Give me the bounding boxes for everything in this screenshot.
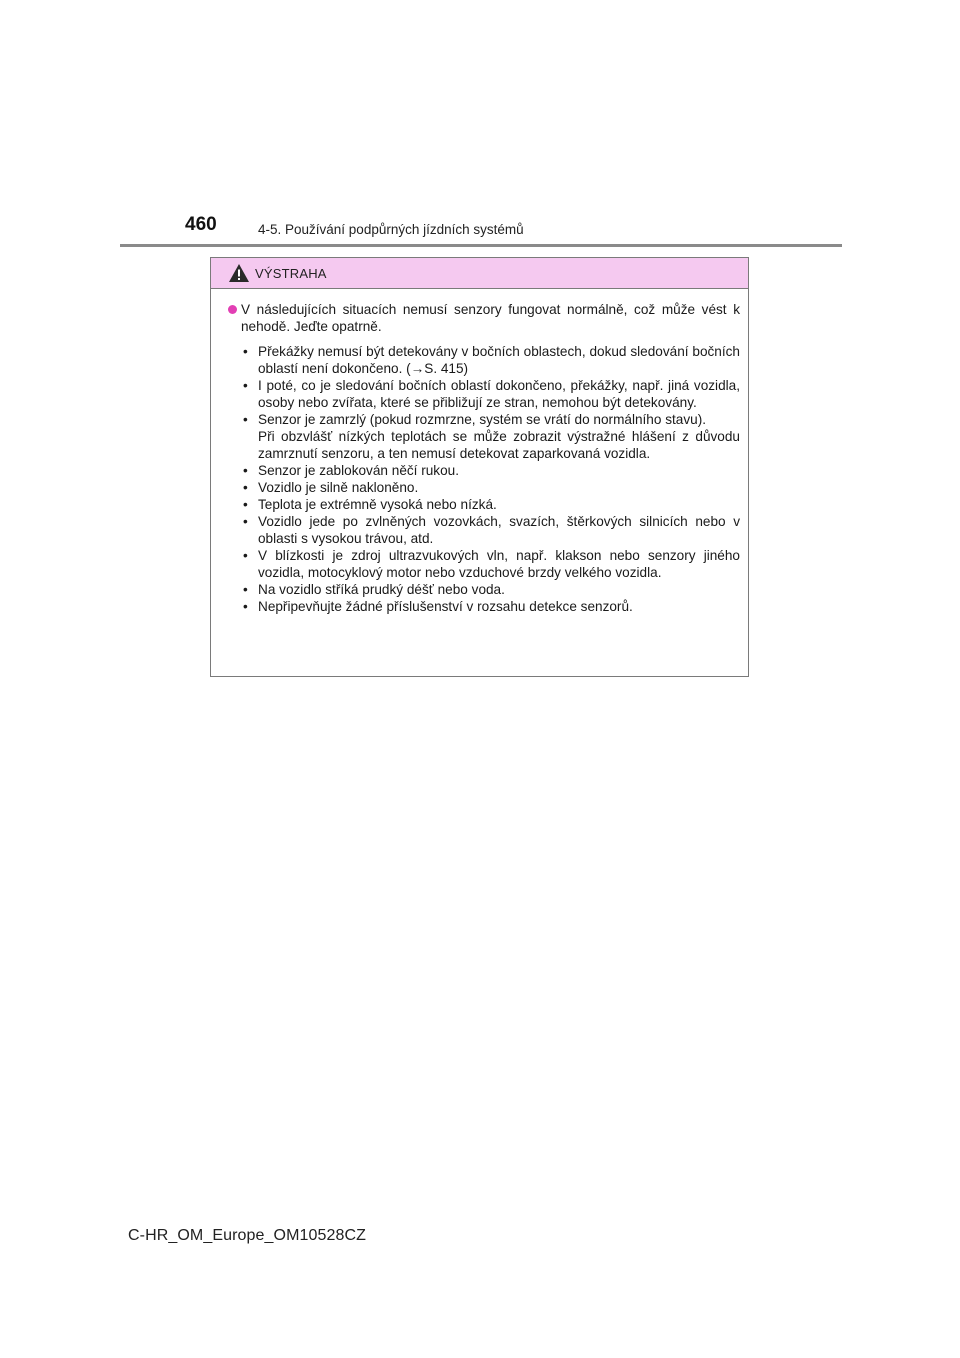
list-item-text: V blízkosti je zdroj ultrazvukových vln, např. klakson nebo senzory jiného vozidla, motocyklový motor nebo vzduchové brzdy velkého vozidla. — [258, 548, 740, 580]
list-item — [241, 547, 740, 581]
list-item — [241, 496, 740, 513]
bullet-dot-icon: • — [243, 497, 248, 512]
warning-label: VÝSTRAHA — [255, 266, 327, 281]
bullet-dot-icon: • — [243, 412, 248, 427]
list-item-text: Senzor je zamrzlý (pokud rozmrzne, systém se vrátí do normálního stavu). — [258, 412, 707, 427]
header-rule — [120, 244, 842, 247]
warning-lead — [228, 301, 740, 335]
list-item-text: Vozidlo jede po zvlněných vozovkách, svazích, štěrkových silnicích nebo v oblasti s vysokou trávou, atd. — [258, 514, 740, 546]
list-item-text: Vozidlo je silně nakloněno. — [258, 480, 419, 495]
document-code: C-HR_OM_Europe_OM10528CZ — [128, 1227, 367, 1244]
warning-triangle-icon — [228, 263, 250, 283]
list-item — [241, 581, 740, 598]
list-item-text: Na vozidlo stříká prudký déšť nebo voda. — [258, 582, 505, 597]
list-item — [241, 343, 740, 377]
list-item-text: I poté, co je sledování bočních oblastí dokončeno, překážky, např. jiná vozidla, osoby nebo zvířata, které se přibližují ze stran, nemohou být detekovány. — [258, 378, 740, 410]
list-item-text: Nepřipevňujte žádné příslušenství v rozsahu detekce senzorů. — [258, 599, 633, 614]
list-item-text: Překážky nemusí být detekovány v bočních oblastech, dokud sledování bočních oblastí není dokončeno. (→S. 415) — [258, 344, 740, 376]
list-item-text: Senzor je zablokován něčí rukou. — [258, 463, 460, 478]
list-item — [241, 479, 740, 496]
section-title: 4-5. Používání podpůrných jízdních systémů — [258, 222, 524, 237]
bullet-dot-icon: • — [243, 582, 248, 597]
bullet-dot-icon: • — [243, 599, 248, 614]
lead-bullet-icon — [228, 305, 237, 314]
list-item — [241, 598, 740, 615]
bullet-dot-icon: • — [243, 548, 248, 563]
bullet-dot-icon: • — [243, 378, 248, 393]
list-item — [241, 411, 740, 462]
warning-box — [210, 257, 749, 677]
warning-list — [228, 343, 740, 615]
bullet-dot-icon: • — [243, 344, 248, 359]
warning-lead-text: V následujících situacích nemusí senzory fungovat normálně, což může vést k nehodě. Jeďte opatrně. — [241, 302, 740, 334]
bullet-dot-icon: • — [243, 514, 248, 529]
warning-header — [211, 258, 748, 289]
page-number: 460 — [185, 214, 217, 235]
list-item — [241, 462, 740, 479]
list-item — [241, 377, 740, 411]
list-item — [241, 513, 740, 547]
warning-body — [211, 289, 748, 615]
list-item-text: Teplota je extrémně vysoká nebo nízká. — [258, 497, 497, 512]
bullet-dot-icon: • — [243, 463, 248, 478]
list-item-extra-text: Při obzvlášť nízkých teplotách se může zobrazit výstražné hlášení z důvodu zamrznutí senzoru, a ten nemusí detekovat zaparkovaná vozidla. — [258, 429, 740, 461]
bullet-dot-icon: • — [243, 480, 248, 495]
